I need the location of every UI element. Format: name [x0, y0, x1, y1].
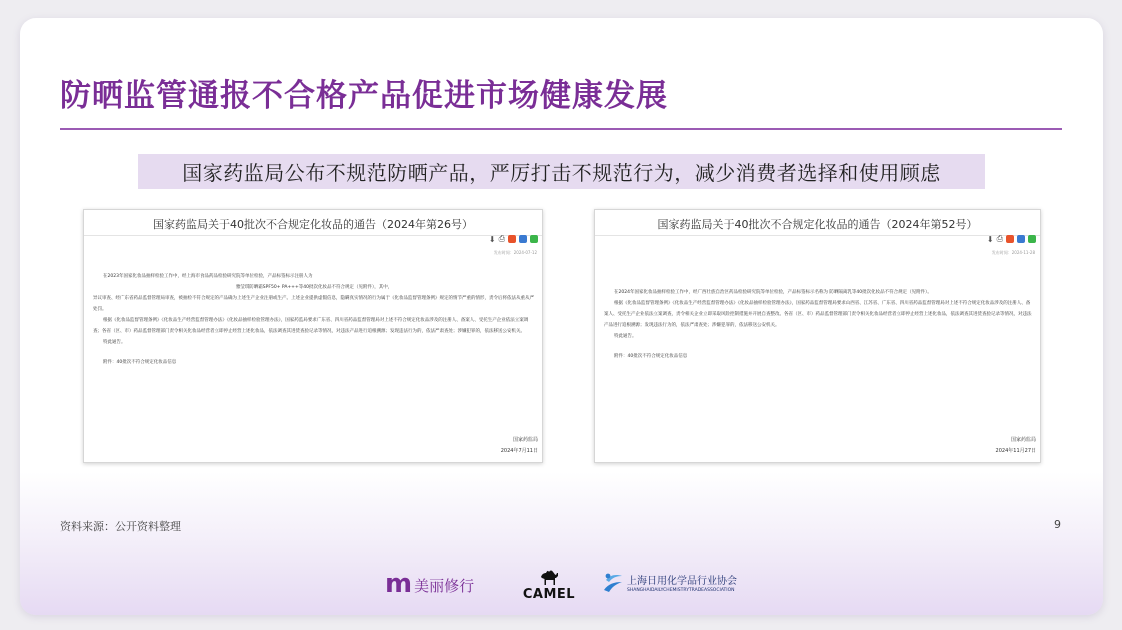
- notice-paragraph: 在2023年国家化妆品抽样检验工作中，经上海市食品药品检验研究院等单位检验，产品标签标示注册人为: [103, 274, 313, 279]
- notice-toolbar: [489, 234, 538, 244]
- share-wechat-icon[interactable]: [530, 235, 538, 243]
- notice-paragraph: 根据《化妆品监督管理条例》《化妆品生产经营监督管理办法》《化妆品抽样检验管理办法》，国家药监局要求广东省、四川省药品监督管理局对上述不符合规定化妆品涉及的注册人、备案人、受托生产企业依法立案调查；各省（区、市）药品监督管理部门责令相关化妆品经营者立即停止经营上述化妆品，依法调查其进货查验记录等情况，对违法产品进行追根溯源；发现违法行为的，依法严肃查处；涉嫌犯罪的，依法移送公安机关。: [93, 318, 529, 334]
- notice-paragraph: 特此通告。: [103, 340, 126, 345]
- notice-toolbar: [987, 234, 1036, 244]
- share-weibo-icon[interactable]: [1006, 235, 1014, 243]
- share-weibo-icon[interactable]: [508, 235, 516, 243]
- notice-screenshot-52: [594, 209, 1041, 463]
- association-name-en: SHANGHAIDAILYCHEMISTRYTRADEASSOCIATION: [627, 588, 735, 593]
- association-name-cn: 上海日用化学品行业协会: [627, 576, 737, 587]
- notice-attachment[interactable]: 附件：40批次不符合规定化妆品信息: [103, 360, 177, 365]
- notice-publish-date: 发布时间：2024-07-12: [493, 250, 537, 255]
- notice-issue-date: 2024年11月27日: [995, 448, 1036, 454]
- notice-paragraph: 在2024年国家化妆品抽样检验工作中，经广西壮族自治区药品检验研究院等单位检验，产品标签标示名称为 防晒隔离乳等40批次化妆品不符合规定（见附件）。: [614, 290, 932, 295]
- notice-title: 国家药监局关于40批次不合规定化妆品的通告（2024年第26号）: [153, 218, 473, 231]
- notice-signature: [501, 435, 538, 457]
- notice-divider: [84, 235, 542, 236]
- notice-publish-date: 发布时间：2024-11-28: [991, 250, 1035, 255]
- print-icon[interactable]: ⎙: [996, 234, 1003, 243]
- association-emblem-icon: [600, 570, 626, 598]
- share-wechat-icon[interactable]: [1028, 235, 1036, 243]
- notice-paragraph: 雅莹琪防晒霜SPF50+ PA+++等40批次化妆品不符合规定（见附件），其中，: [235, 285, 393, 290]
- slide-title: 防晒监管通报不合格产品促进市场健康发展: [60, 78, 668, 114]
- slide: [20, 18, 1103, 615]
- subtitle-text: 国家药监局公布不规范防晒产品，严厉打击不规范行为，减少消费者选择和使用顾虑: [182, 161, 941, 185]
- notice-issuer: 国家药监局: [512, 437, 538, 443]
- camel-icon: [538, 568, 560, 586]
- print-icon[interactable]: ⎙: [498, 234, 505, 243]
- notice-paragraph: 异议审查、经广东省药品监督管理局审查，被抽检不符合规定的产品确为上述生产企业注册或生产。上述企业提供虚假信息，隐瞒真实情况的行为属于《化妆品监督管理条例》规定的情节严重的情形，责令后将依法从重从严处罚。: [93, 296, 534, 312]
- notice-screenshot-26: [83, 209, 543, 463]
- notice-paragraph: 根据《化妆品监督管理条例》《化妆品生产经营监督管理办法》《化妆品抽样检验管理办法》，国家药品监督管理局要求山西省、江苏省、广东省、四川省药品监督管理局对上述不符合规定化妆品涉及的注册人、备案人、受托生产企业依法立案调查，责令相关企业立即采取风险控制措施并开展自查整改。各省（区、市）药品监督管理部门责令相关化妆品经营者立即停止经营上述化妆品，依法调查其进货查验记录等情况，对违法产品进行追根溯源；发现违法行为的，依法严肃查处；涉嫌犯罪的，依法移送公安机关。: [604, 301, 1032, 328]
- source-note: 资料来源：公开资料整理: [60, 520, 181, 533]
- subtitle-band: [138, 154, 985, 189]
- notice-issue-date: 2024年7月11日: [500, 448, 538, 454]
- share-qzone-icon[interactable]: [519, 235, 527, 243]
- notice-issuer: 国家药监局: [1010, 437, 1036, 443]
- camel-wordmark: CAMEL: [522, 587, 576, 602]
- notice-body: [93, 271, 535, 368]
- notice-divider: [595, 235, 1040, 236]
- title-divider: [60, 128, 1062, 130]
- meili-logo: [385, 571, 474, 597]
- association-logo: [600, 570, 770, 600]
- notice-signature: [996, 435, 1036, 457]
- download-icon[interactable]: ⬇: [488, 234, 496, 244]
- notice-title: 国家药监局关于40批次不合规定化妆品的通告（2024年第52号）: [657, 218, 978, 231]
- share-qzone-icon[interactable]: [1017, 235, 1025, 243]
- notice-body: [604, 287, 1033, 362]
- notice-attachment[interactable]: 附件：40批次不符合规定化妆品信息: [614, 354, 688, 359]
- footer-logos: [385, 568, 765, 602]
- download-icon[interactable]: ⬇: [986, 234, 994, 244]
- notice-paragraph: 特此通告。: [614, 334, 637, 339]
- page-number: 9: [1054, 518, 1061, 531]
- meili-wordmark: 美丽修行: [414, 577, 475, 595]
- meili-mark: m: [385, 569, 413, 599]
- camel-logo: [519, 568, 579, 602]
